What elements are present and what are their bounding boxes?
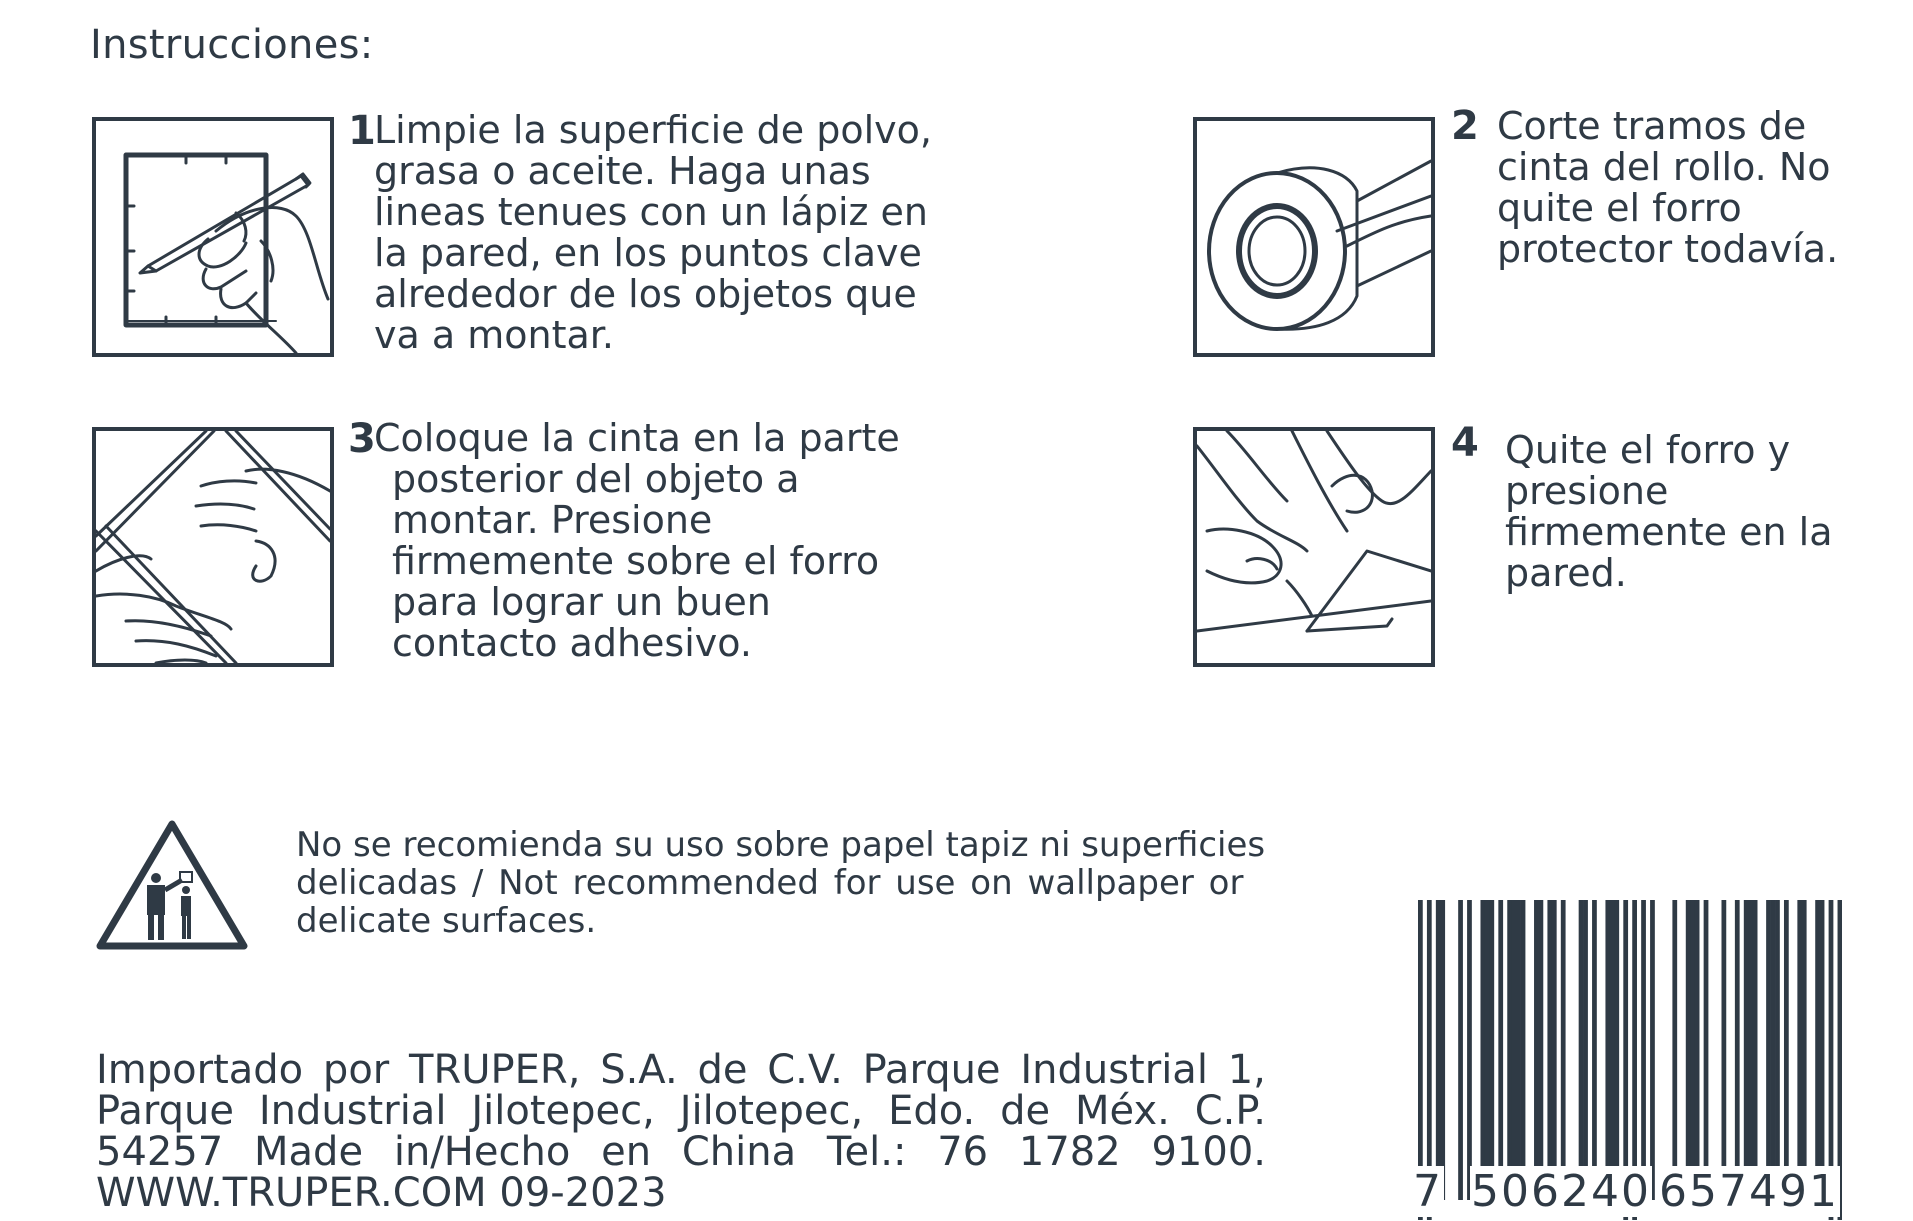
barcode-bar <box>1650 900 1655 1200</box>
warning-line: delicadas / Not recommended for use on wallpaper or <box>296 863 1244 903</box>
step-text-line: presione <box>1505 469 1669 513</box>
step-text-line: Corte tramos de <box>1497 104 1807 148</box>
barcode-bar <box>1480 900 1485 1200</box>
barcode-bar <box>1766 900 1771 1200</box>
step-text-line: quite el forro <box>1497 186 1742 230</box>
step-text-line: pared. <box>1505 551 1627 595</box>
barcode-bar <box>1695 900 1700 1200</box>
step-text-line: alrededor de los objetos que <box>374 272 917 316</box>
footer-word: Industrial <box>1020 1047 1208 1093</box>
step-text-line: contacto adhesivo. <box>392 621 752 665</box>
footer-word: 76 <box>937 1129 989 1175</box>
footer-word: Tel.: <box>826 1129 907 1175</box>
footer-word: Méx. <box>1075 1088 1170 1134</box>
barcode-bar <box>1512 900 1517 1200</box>
barcode-digits <box>1413 1166 1842 1217</box>
step-text-line: firmemente sobre el forro <box>392 539 880 583</box>
footer-word: 1782 <box>1018 1129 1121 1175</box>
footer-word: 1, <box>1227 1047 1266 1093</box>
barcode-bar <box>1672 900 1677 1200</box>
footer-word: Parque <box>96 1088 234 1134</box>
barcode-bar <box>1436 900 1441 1200</box>
footer-word: Importado <box>96 1047 304 1093</box>
barcode-bar <box>1579 900 1584 1200</box>
step-text-line: va a montar. <box>374 313 614 357</box>
barcode-bar <box>1748 900 1753 1200</box>
step-text-line: montar. Presione <box>392 498 713 542</box>
step-number: 2 <box>1451 103 1479 149</box>
barcode-bar <box>1547 900 1552 1200</box>
step-4-illustration <box>1193 427 1435 667</box>
footer-word: C.V. <box>767 1047 843 1093</box>
step-3-text <box>374 418 900 664</box>
step-1-text <box>374 110 932 356</box>
step-text-line: grasa o aceite. Haga unas <box>374 149 871 193</box>
footer-line <box>96 1129 1266 1175</box>
barcode-bar <box>1686 900 1691 1200</box>
barcode-right-group: 657491 <box>1659 1166 1839 1217</box>
footer-word: de <box>1000 1088 1051 1134</box>
barcode-bar <box>1534 900 1539 1200</box>
barcode-bar <box>1735 900 1740 1200</box>
footer-word: Jilotepec, <box>471 1088 655 1134</box>
footer-word: Industrial <box>258 1088 447 1134</box>
step-text-line: Quite el forro y <box>1505 428 1791 472</box>
step-text-line: Coloque la cinta en la parte <box>374 416 900 460</box>
footer-word: in/Hecho <box>393 1129 571 1175</box>
footer-word: 9100. <box>1151 1129 1266 1175</box>
barcode-bar <box>1820 900 1825 1200</box>
step-number: 3 <box>348 416 376 462</box>
barcode-bar <box>1721 900 1726 1200</box>
step-text-line: posterior del objeto a <box>392 457 800 501</box>
barcode-bar <box>1592 900 1597 1200</box>
pencil-marking-wall-icon <box>96 121 330 353</box>
barcode-bar <box>1498 900 1503 1200</box>
footer-word: C.P. <box>1194 1088 1266 1134</box>
barcode-bar <box>1583 900 1588 1200</box>
wallpaper-warning <box>296 825 1266 941</box>
peeling-liner-icon <box>1197 431 1431 663</box>
footer-word: TRUPER, <box>409 1047 581 1093</box>
barcode-bar <box>1489 900 1494 1200</box>
hands-pressing-tape-icon <box>96 431 330 663</box>
footer-line <box>96 1088 1266 1134</box>
step-1-illustration <box>92 117 334 357</box>
barcode-bar <box>1440 900 1445 1200</box>
barcode-bar <box>1610 900 1615 1200</box>
barcode-bar <box>1539 900 1544 1200</box>
footer-word: Edo. <box>888 1088 976 1134</box>
barcode-bar <box>1467 900 1472 1200</box>
warning-triangle-icon <box>94 818 250 953</box>
barcode-bar <box>1552 900 1557 1200</box>
tape-roll-icon <box>1197 121 1431 353</box>
warning-line: delicate surfaces. <box>296 901 597 941</box>
barcode-bar <box>1507 900 1512 1200</box>
footer-word: Jilotepec, <box>679 1088 864 1134</box>
importer-info <box>96 1047 1266 1216</box>
step-4-text <box>1505 430 1833 594</box>
barcode-first-digit: 7 <box>1413 1166 1443 1217</box>
step-text-line: para lograr un buen <box>392 580 771 624</box>
barcode-bar <box>1784 900 1789 1200</box>
barcode-left-group: 506240 <box>1471 1166 1651 1217</box>
step-number: 1 <box>348 108 376 154</box>
step-text-line: protector todavía. <box>1497 227 1839 271</box>
footer-line <box>96 1047 1266 1093</box>
footer-word: por <box>322 1047 390 1093</box>
step-text-line: la pared, en los puntos clave <box>374 231 922 275</box>
step-2-illustration <box>1193 117 1435 357</box>
step-text-line: Limpie la superficie de polvo, <box>374 108 932 152</box>
barcode-bar <box>1485 900 1490 1200</box>
footer-word: S.A. <box>600 1047 678 1093</box>
footer-word: Parque <box>862 1047 1001 1093</box>
step-2-text <box>1497 106 1838 270</box>
barcode-bar <box>1690 900 1695 1200</box>
barcode-bar <box>1802 900 1807 1200</box>
barcode-bar <box>1614 900 1619 1200</box>
barcode-bar <box>1521 900 1526 1200</box>
barcode-bar <box>1641 900 1646 1200</box>
barcode-bar <box>1704 900 1709 1200</box>
barcode-bar <box>1605 900 1610 1200</box>
footer-word: Made <box>254 1129 364 1175</box>
footer-word: 54257 <box>96 1129 224 1175</box>
warning-line: No se recomienda su uso sobre papel tapiz ni superficies <box>296 825 1266 865</box>
barcode-bar <box>1744 900 1749 1200</box>
step-text-line: cinta del rollo. No <box>1497 145 1831 189</box>
step-text-line: firmemente en la <box>1505 510 1833 554</box>
instructions-heading: Instrucciones: <box>90 22 374 68</box>
step-number: 4 <box>1451 420 1479 466</box>
barcode-bar <box>1797 900 1802 1200</box>
footer-word: China <box>681 1129 797 1175</box>
step-3-illustration <box>92 427 334 667</box>
barcode-bar <box>1771 900 1776 1200</box>
footer-line: WWW.TRUPER.COM 09-2023 <box>96 1170 667 1216</box>
step-text-line: lineas tenues con un lápiz en <box>374 190 929 234</box>
barcode-bar <box>1775 900 1780 1200</box>
footer-word: en <box>601 1129 652 1175</box>
barcode-bar <box>1815 900 1820 1200</box>
footer-word: de <box>697 1047 748 1093</box>
barcode-bar <box>1516 900 1521 1200</box>
barcode-bar <box>1561 900 1566 1200</box>
barcode-bar <box>1458 900 1463 1200</box>
barcode-bar <box>1753 900 1758 1200</box>
